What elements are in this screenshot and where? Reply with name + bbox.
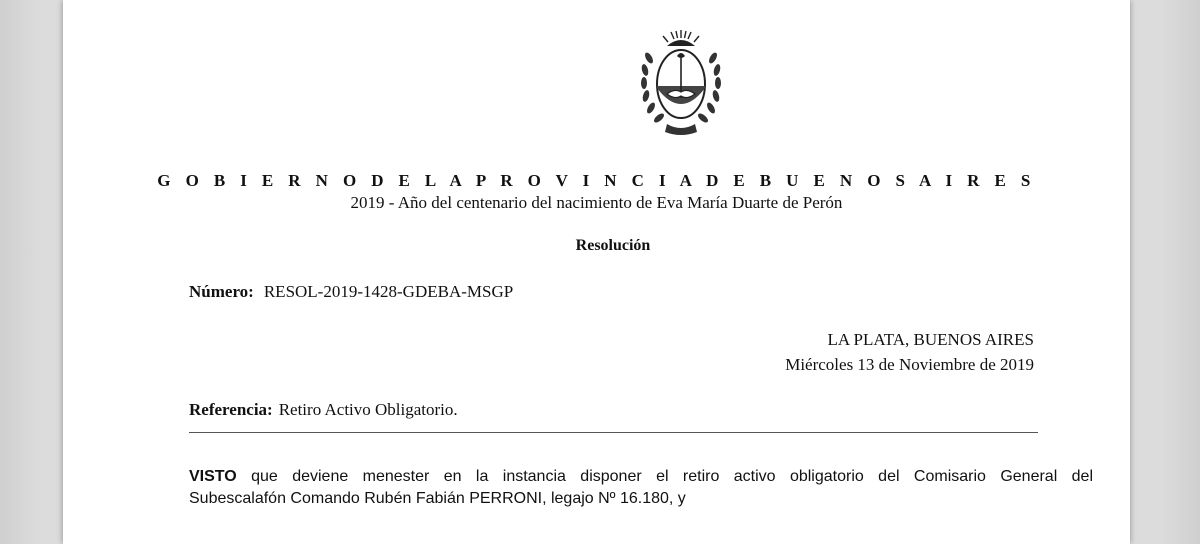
- resolution-number: [189, 282, 513, 302]
- number-label: Número:: [189, 282, 254, 301]
- issue-place: LA PLATA, BUENOS AIRES: [827, 330, 1034, 349]
- body-line-1: [189, 466, 1093, 488]
- body-line-2: Subescalafón Comando Rubén Fabián PERRONI, legajo Nº 16.180, y: [189, 490, 686, 507]
- document-type: Resolución: [575, 237, 651, 254]
- visto-lead: VISTO: [189, 468, 237, 485]
- reference-label: Referencia:: [189, 400, 273, 419]
- reference: [189, 400, 458, 420]
- document-page: [63, 0, 1130, 544]
- body-paragraph: [189, 466, 1093, 510]
- separator-line: [189, 432, 1038, 433]
- coat-of-arms-icon: [637, 28, 725, 136]
- body-line-1-text: que deviene menester en la instancia disponer el retiro activo obligatorio del Comisario General del: [236, 468, 1093, 485]
- issue-date: Miércoles 13 de Noviembre de 2019: [785, 355, 1034, 374]
- reference-value: Retiro Activo Obligatorio.: [278, 400, 458, 419]
- government-title: G O B I E R N O D E L A P R O V I N C I A D E B U E N O S A I R E S: [157, 171, 1036, 190]
- year-motto: 2019 - Año del centenario del nacimiento de Eva María Duarte de Perón: [350, 193, 843, 212]
- number-value: RESOL-2019-1428-GDEBA-MSGP: [263, 282, 514, 301]
